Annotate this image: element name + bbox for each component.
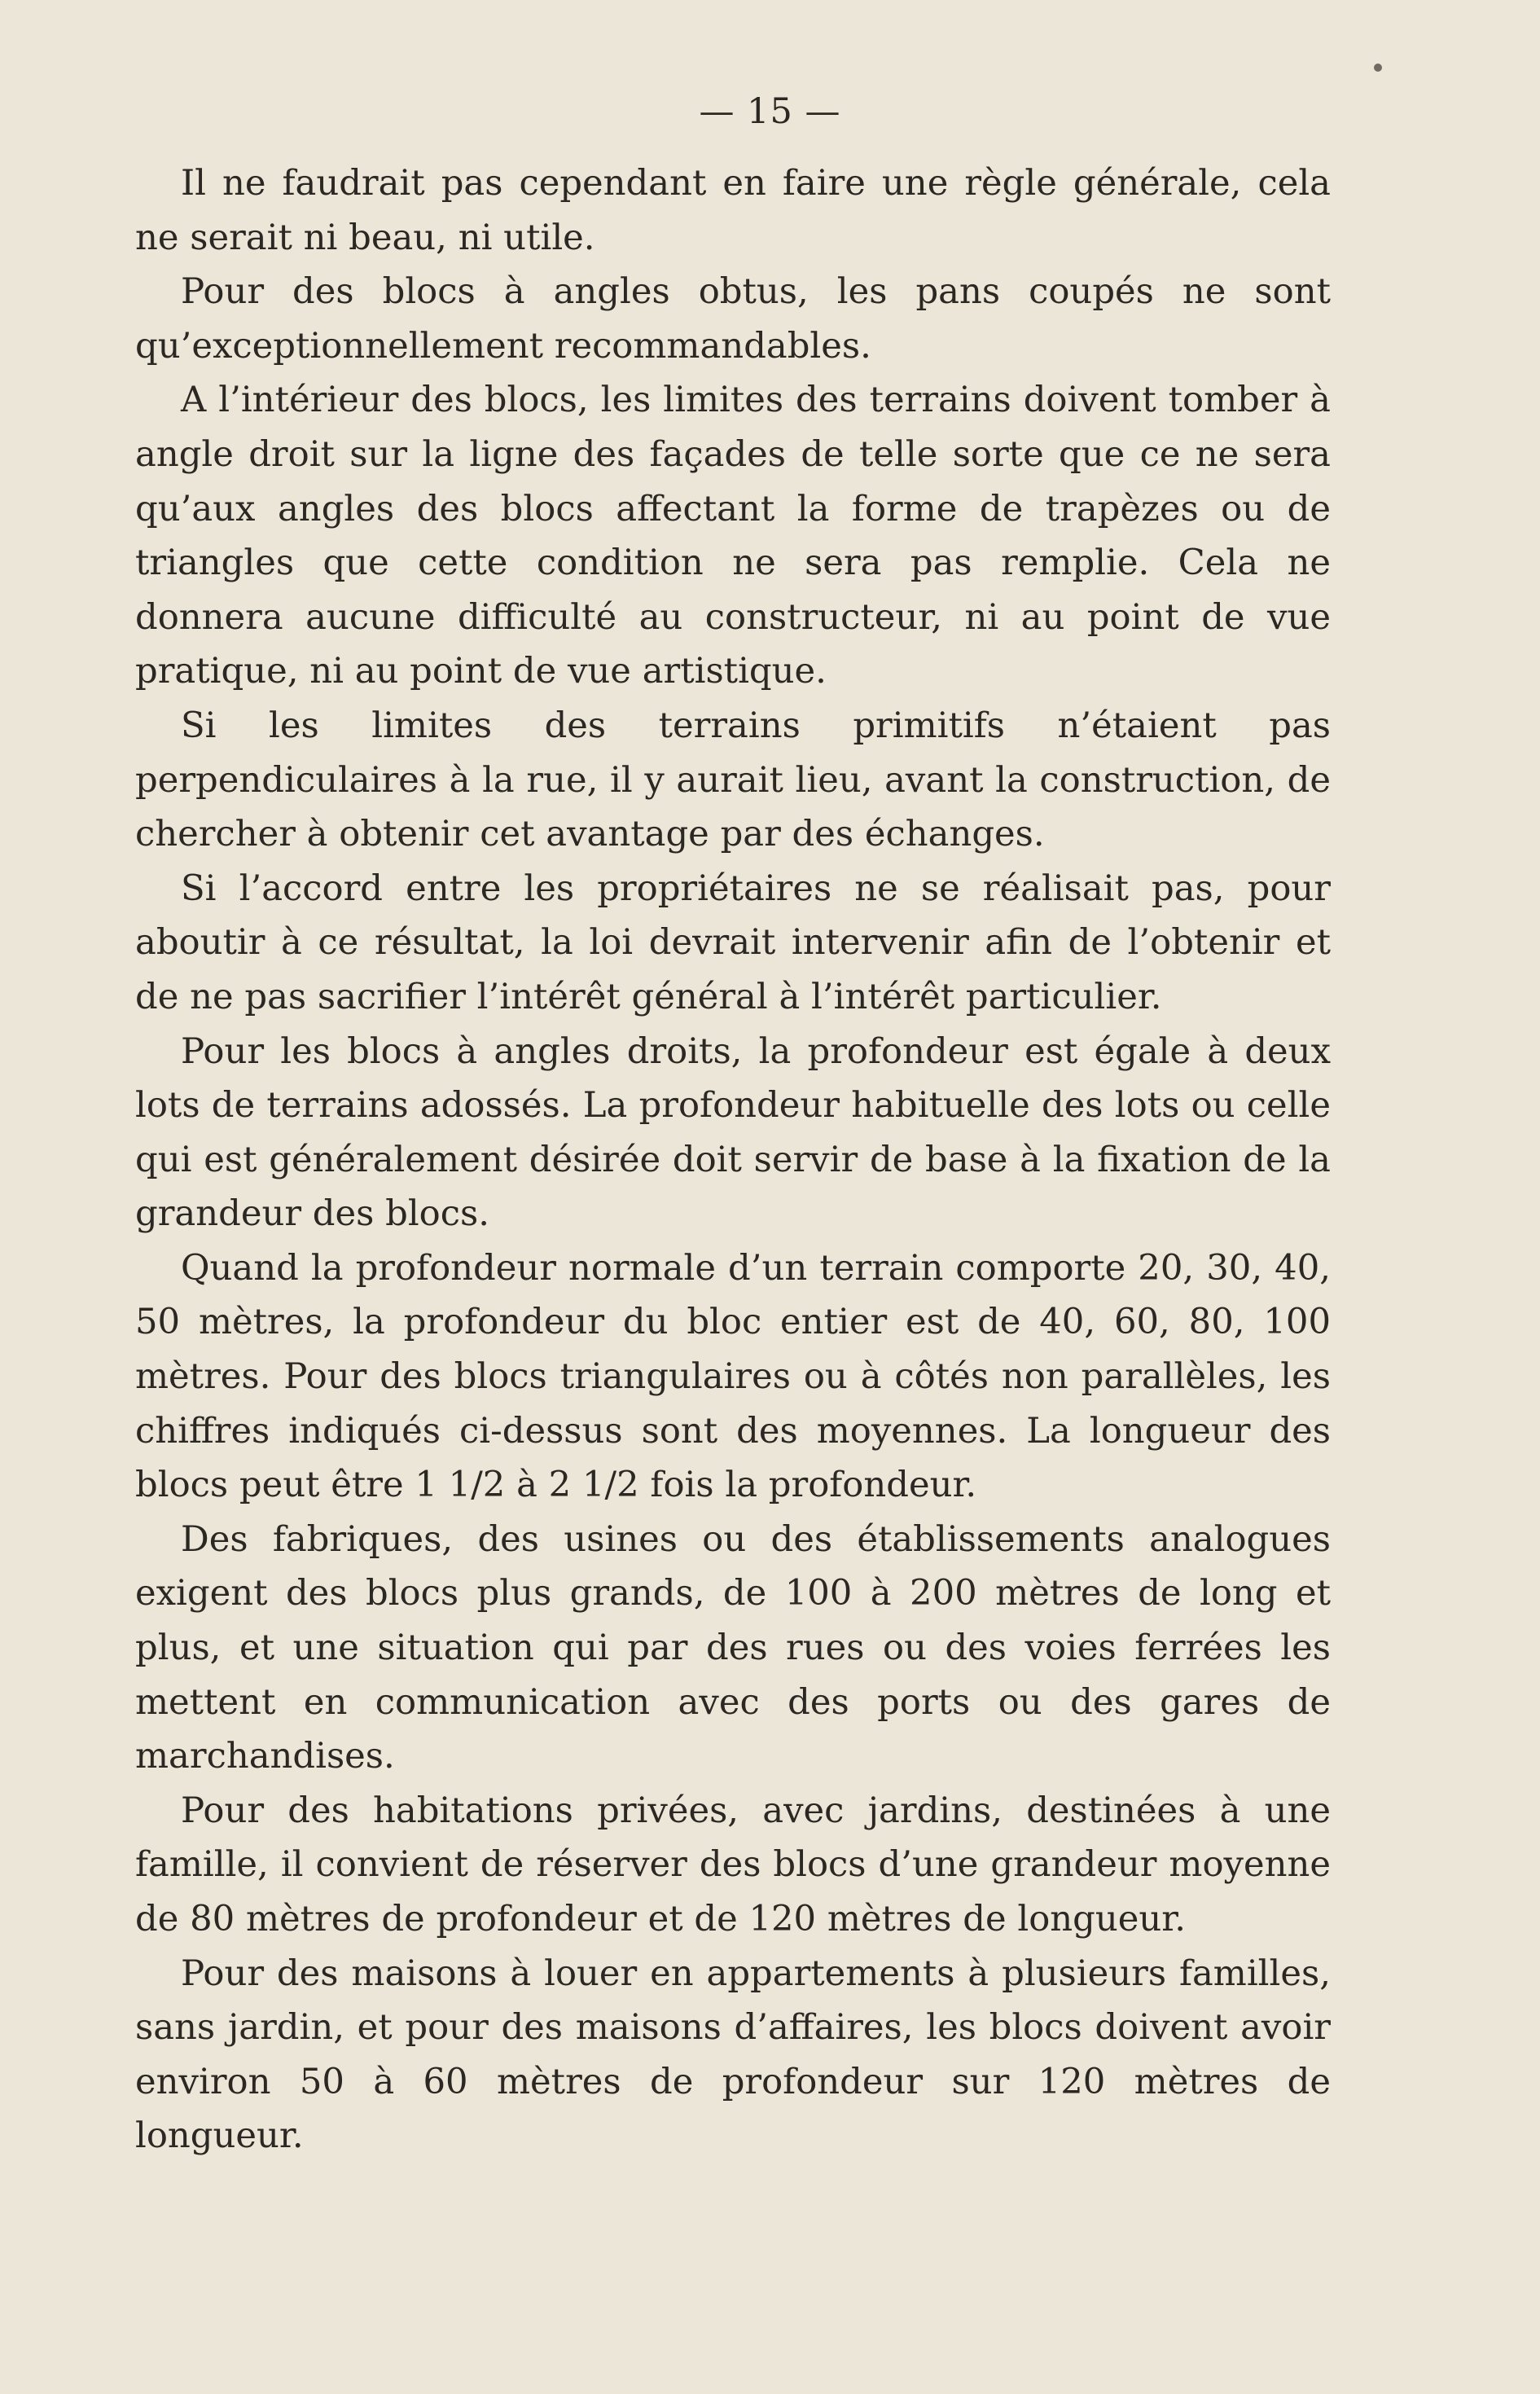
body-text xyxy=(135,156,1331,2163)
paragraph: A l’intérieur des blocs, les limites des terrains doivent tomber à angle droit sur la ligne des façades de telle sorte que ce ne sera qu’aux angles des blocs affectant la forme de trapèzes ou de triangles que cette condition ne sera pas remplie. Cela ne donnera aucune difficulté au constructeur, ni au point de vue pratique, ni au point de vue artistique. xyxy=(135,380,1331,692)
paragraph: Pour des habitations privées, avec jardins, destinées à une famille, il convient de réserver des blocs d’une grandeur moyenne de 80 mètres de profondeur et de 120 mètres de longueur. xyxy=(135,1790,1331,1939)
paragraph: Pour les blocs à angles droits, la profondeur est égale à deux lots de terrains adossés. La profondeur habituelle des lots ou celle qui est généralement désirée doit servir de base à la fixation de la grandeur des blocs. xyxy=(135,1030,1331,1235)
paragraph: Quand la profondeur normale d’un terrain comporte 20, 30, 40, 50 mètres, la profondeur du bloc entier est de 40, 60, 80, 100 mètres. Pour des blocs triangulaires ou à côtés non parallèles, les chiffres indiqués ci-dessus sont des moyennes. La longueur des blocs peut être 1 1/2 à 2 1/2 fois la profondeur. xyxy=(135,1247,1331,1506)
paragraph: Pour des blocs à angles obtus, les pans coupés ne sont qu’exceptionnellement recommandables. xyxy=(135,271,1331,367)
paper-speck xyxy=(1374,64,1382,72)
page-number: — 15 — xyxy=(699,91,841,132)
paragraph: Si les limites des terrains primitifs n’étaient pas perpendiculaires à la rue, il y aurait lieu, avant la construction, de chercher à obtenir cet avantage par des échanges. xyxy=(135,705,1331,855)
paragraph: Pour des maisons à louer en appartements à plusieurs familles, sans jardin, et pour des maisons d’affaires, les blocs doivent avoir environ 50 à 60 mètres de profondeur sur 120 mètres de longueur. xyxy=(135,1953,1331,2157)
paragraph: Si l’accord entre les propriétaires ne se réalisait pas, pour aboutir à ce résultat, la loi devrait intervenir afin de l’obtenir et de ne pas sacrifier l’intérêt général à l’intérêt particulier. xyxy=(135,868,1331,1017)
paragraph: Des fabriques, des usines ou des établissements analogues exigent des blocs plus grands, de 100 à 200 mètres de long et plus, et une situation qui par des rues ou des voies ferrées les mettent en communication avec des ports ou des gares de marchandises. xyxy=(135,1518,1331,1777)
paragraph: Il ne faudrait pas cependant en faire une règle générale, cela ne serait ni beau, ni utile. xyxy=(135,163,1331,258)
